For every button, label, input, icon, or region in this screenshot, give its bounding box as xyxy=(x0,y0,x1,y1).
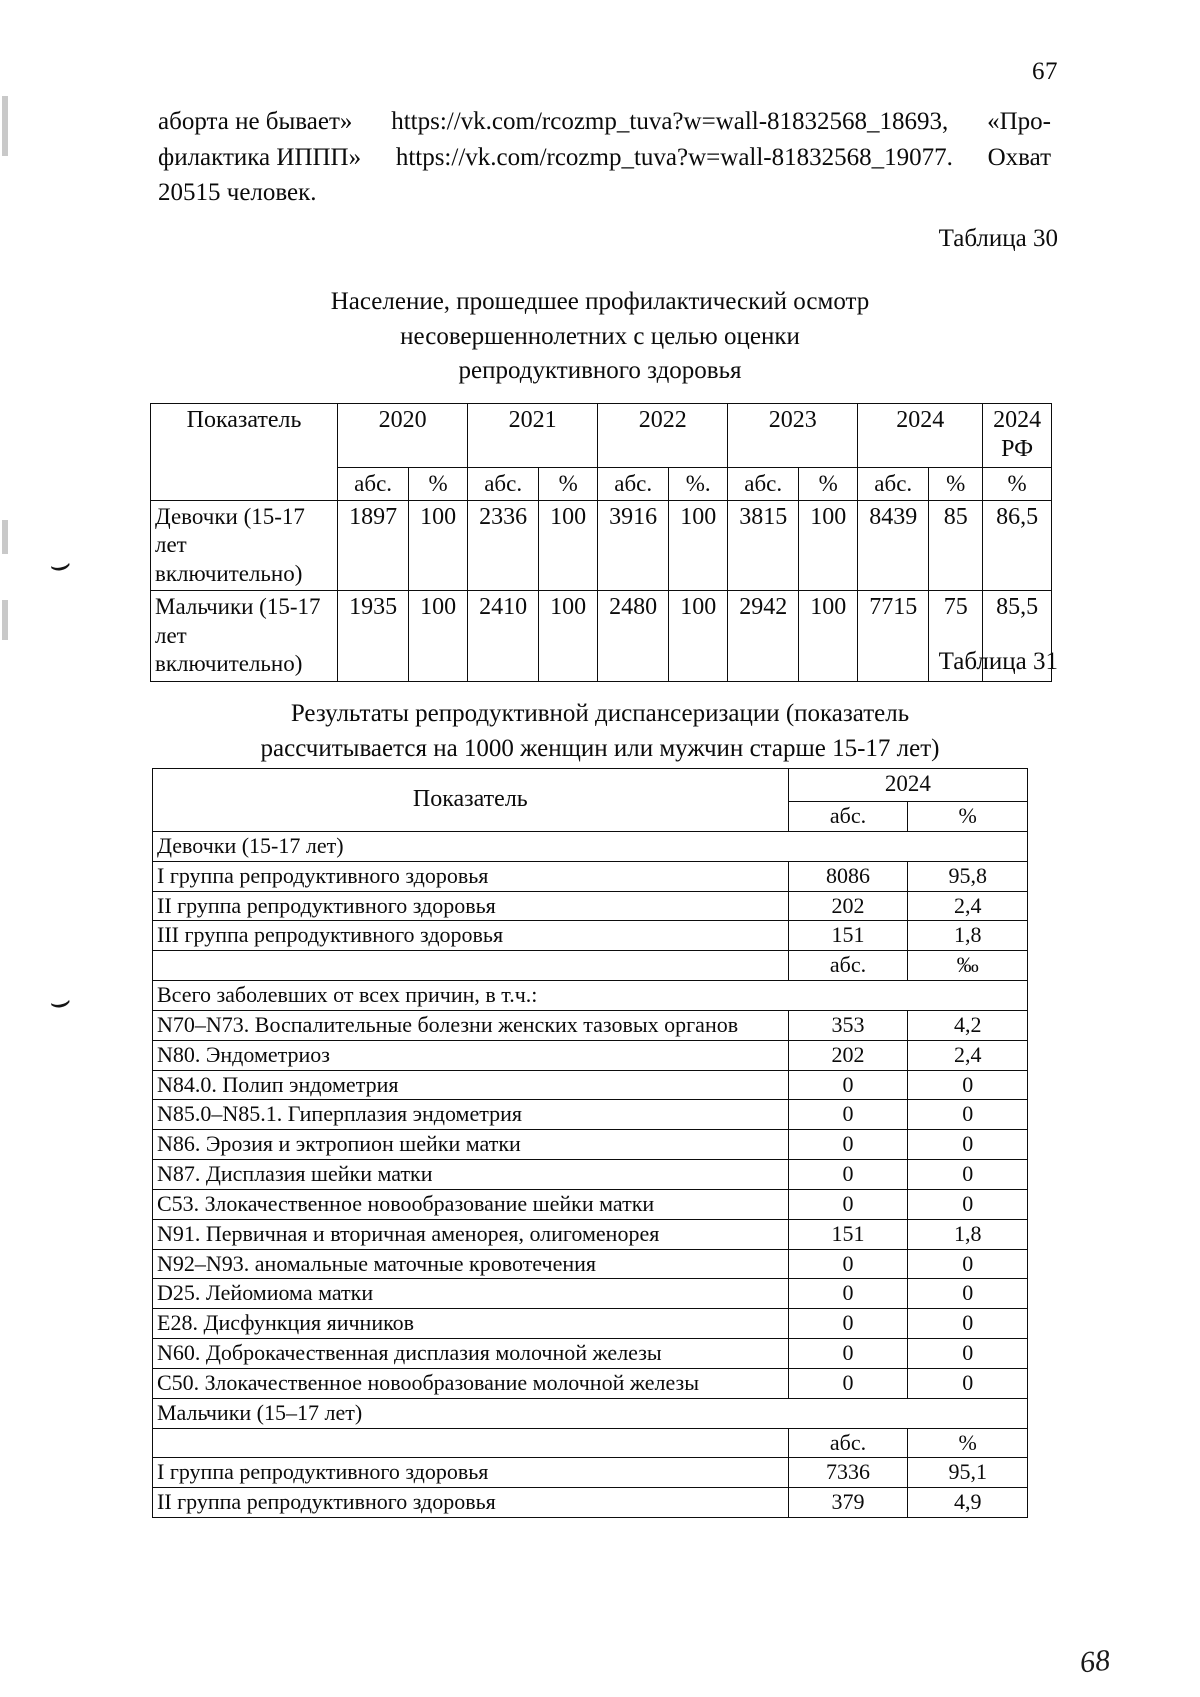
paragraph-line-1-url: https://vk.com/rcozmp_tuva?w=wall-81832568_18693, xyxy=(391,108,949,135)
table-31-row-4-name xyxy=(153,951,789,981)
table-31-row-9-pct: 0 xyxy=(908,1100,1028,1130)
table-31-row-2-pct: 2,4 xyxy=(908,891,1028,921)
table-31-row-13-name: N91. Первичная и вторичная аменорея, олигоменорея xyxy=(153,1219,789,1249)
paragraph-line-2-left: филактика ИППП» xyxy=(158,143,362,171)
table-31-row-21-pct: 95,1 xyxy=(908,1458,1028,1488)
table-31-section-row xyxy=(153,981,1028,1011)
table-row xyxy=(153,921,1028,951)
table-31-row-4-abs: абс. xyxy=(788,951,908,981)
scan-margin-mark: ⌣ xyxy=(45,981,75,1023)
table-30-subheader-8: абс. xyxy=(858,467,929,500)
table-31-unit-row xyxy=(153,1428,1028,1458)
table-30-row-1-value-3: 100 xyxy=(539,591,598,682)
table-row xyxy=(151,500,1052,591)
table-30-year-2024-rf xyxy=(983,404,1052,468)
table-row xyxy=(153,1189,1028,1219)
table-30-year-2024: 2024 xyxy=(858,404,983,468)
table-30-label: Таблица 30 xyxy=(938,225,1058,252)
paragraph-line-2-url: https://vk.com/rcozmp_tuva?w=wall-81832568_19077. xyxy=(395,143,953,171)
scan-edge-artifact xyxy=(2,96,8,156)
table-30-subheader-6: абс. xyxy=(728,467,799,500)
table-30-year-2023: 2023 xyxy=(728,404,858,468)
table-31-section-row xyxy=(153,1398,1028,1428)
table-31-row-6-name: N70–N73. Воспалительные болезни женских тазовых органов xyxy=(153,1010,789,1040)
table-30-year-2021: 2021 xyxy=(468,404,598,468)
table-31-row-13-abs: 151 xyxy=(788,1219,908,1249)
table-31-row-17-pct: 0 xyxy=(908,1339,1028,1369)
table-row xyxy=(153,1368,1028,1398)
table-row xyxy=(153,1100,1028,1130)
table-31-row-4-pct: ‰ xyxy=(908,951,1028,981)
paragraph-line-2-right: Охват xyxy=(987,143,1051,171)
table-31-title xyxy=(0,697,1200,766)
table-30-row-1-value-8: 7715 xyxy=(858,591,929,682)
table-31-row-12-name: C53. Злокачественное новообразование шейки матки xyxy=(153,1189,789,1219)
table-30-row-1-value-10: 85,5 xyxy=(983,591,1052,682)
table-31-row-22-abs: 379 xyxy=(788,1488,908,1518)
table-30-row-1-value-4: 2480 xyxy=(598,591,669,682)
table-31-row-9-abs: 0 xyxy=(788,1100,908,1130)
table-31-row-8-pct: 0 xyxy=(908,1070,1028,1100)
table-31-row-10-name: N86. Эрозия и эктропион шейки матки xyxy=(153,1130,789,1160)
table-30-row-0-value-2: 2336 xyxy=(468,500,539,591)
table-31-row-18-pct: 0 xyxy=(908,1368,1028,1398)
table-30-row-1-value-7: 100 xyxy=(799,591,858,682)
table-31-row-17-name: N60. Доброкачественная дисплазия молочной железы xyxy=(153,1339,789,1369)
table-30-title-line-1: Население, прошедшее профилактический осмотр xyxy=(330,288,870,315)
table-31-row-6-abs: 353 xyxy=(788,1010,908,1040)
table-31-row-21-name: I группа репродуктивного здоровья xyxy=(153,1458,789,1488)
table-31-header-row-year xyxy=(153,769,1028,802)
table-31-row-16-pct: 0 xyxy=(908,1309,1028,1339)
table-30-header-indicator: Показатель xyxy=(151,404,338,501)
table-row xyxy=(153,1339,1028,1369)
table-30-subheader-10: % xyxy=(983,467,1052,500)
table-30-subheader-1: % xyxy=(409,467,468,500)
table-31-row-15-abs: 0 xyxy=(788,1279,908,1309)
table-31-header-pct: % xyxy=(908,802,1028,832)
table-31-row-11-pct: 0 xyxy=(908,1160,1028,1190)
table-31-row-14-name: N92–N93. аномальные маточные кровотечения xyxy=(153,1249,789,1279)
table-30-row-0-indicator xyxy=(151,500,338,591)
table-31-row-10-pct: 0 xyxy=(908,1130,1028,1160)
table-31-title-line-1: Результаты репродуктивной диспансеризации (показатель xyxy=(290,700,910,727)
table-31-row-15-name: D25. Лейомиома матки xyxy=(153,1279,789,1309)
table-31-label: Таблица 31 xyxy=(938,648,1058,675)
table-row xyxy=(153,1249,1028,1279)
table-31-row-13-pct: 1,8 xyxy=(908,1219,1028,1249)
table-30-row-0-value-4: 3916 xyxy=(598,500,669,591)
handwritten-folio: 68 xyxy=(1078,1643,1112,1680)
table-row xyxy=(153,1070,1028,1100)
scan-edge-artifact xyxy=(2,600,8,640)
table-row xyxy=(153,1488,1028,1518)
table-30-row-0-value-1: 100 xyxy=(409,500,468,591)
table-30-row-1-value-5: 100 xyxy=(669,591,728,682)
table-31-row-20-name xyxy=(153,1428,789,1458)
table-30-row-0-value-6: 3815 xyxy=(728,500,799,591)
table-31-row-19-name: Мальчики (15–17 лет) xyxy=(153,1398,1028,1428)
paragraph-line-1 xyxy=(158,104,1051,140)
table-31-row-22-name: II группа репродуктивного здоровья xyxy=(153,1488,789,1518)
table-30-year-2022: 2022 xyxy=(598,404,728,468)
table-row xyxy=(153,1130,1028,1160)
table-31-row-20-abs: абс. xyxy=(788,1428,908,1458)
table-30-subheader-9: % xyxy=(929,467,983,500)
table-31-header-year: 2024 xyxy=(788,769,1027,802)
paragraph-line-1-left: аборта не бывает» xyxy=(158,108,353,135)
table-31-row-2-abs: 202 xyxy=(788,891,908,921)
scan-margin-mark: ⌣ xyxy=(45,544,75,586)
table-31-row-10-abs: 0 xyxy=(788,1130,908,1160)
table-31-row-7-name: N80. Эндометриоз xyxy=(153,1040,789,1070)
table-row xyxy=(153,861,1028,891)
table-31-row-8-abs: 0 xyxy=(788,1070,908,1100)
table-30-row-1-value-0: 1935 xyxy=(338,591,409,682)
table-31-row-16-abs: 0 xyxy=(788,1309,908,1339)
table-31-row-16-name: E28. Дисфункция яичников xyxy=(153,1309,789,1339)
table-31-row-1-abs: 8086 xyxy=(788,861,908,891)
table-31-row-2-name: II группа репродуктивного здоровья xyxy=(153,891,789,921)
paragraph-line-2 xyxy=(158,140,1051,176)
table-30-row-0-value-5: 100 xyxy=(669,500,728,591)
table-31-row-21-abs: 7336 xyxy=(788,1458,908,1488)
table-30-row-1-value-2: 2410 xyxy=(468,591,539,682)
table-31-row-22-pct: 4,9 xyxy=(908,1488,1028,1518)
body-paragraph xyxy=(158,104,1051,211)
table-31-unit-row xyxy=(153,951,1028,981)
table-30-subheader-0: абс. xyxy=(338,467,409,500)
table-30-row-1-indicator-line-1: Мальчики (15-17 xyxy=(155,594,321,620)
table-row xyxy=(153,1219,1028,1249)
table-30-subheader-7: % xyxy=(799,467,858,500)
table-31-row-7-abs: 202 xyxy=(788,1040,908,1070)
table-31-row-8-name: N84.0. Полип эндометрия xyxy=(153,1070,789,1100)
table-31-header-abs: абс. xyxy=(788,802,908,832)
table-31-row-0-name: Девочки (15-17 лет) xyxy=(153,832,1028,862)
table-31-row-6-pct: 4,2 xyxy=(908,1010,1028,1040)
table-30-row-0-indicator-line-2: включительно) xyxy=(155,560,303,586)
table-30-title-line-2: несовершеннолетних с целью оценки xyxy=(400,322,800,350)
table-31-row-15-pct: 0 xyxy=(908,1279,1028,1309)
table-30-row-0-indicator-line-1: Девочки (15-17 лет xyxy=(155,503,305,558)
table-30-year-2020: 2020 xyxy=(338,404,468,468)
table-31-row-14-abs: 0 xyxy=(788,1249,908,1279)
table-row xyxy=(153,1279,1028,1309)
table-31-row-18-name: C50. Злокачественное новообразование молочной железы xyxy=(153,1368,789,1398)
table-30-row-1-value-9: 75 xyxy=(929,591,983,682)
table-31-row-11-name: N87. Дисплазия шейки матки xyxy=(153,1160,789,1190)
table-30-title-line-3: репродуктивного здоровья xyxy=(458,357,742,384)
table-30-row-1-indicator-line-2: лет включительно) xyxy=(155,622,303,677)
table-30-title xyxy=(0,285,1200,389)
table-31-row-3-name: III группа репродуктивного здоровья xyxy=(153,921,789,951)
table-row xyxy=(153,891,1028,921)
table-31-row-5-name: Всего заболевших от всех причин, в т.ч.: xyxy=(153,981,1028,1011)
table-30-row-0-value-0: 1897 xyxy=(338,500,409,591)
table-row xyxy=(153,1309,1028,1339)
table-31-row-9-name: N85.0–N85.1. Гиперплазия эндометрия xyxy=(153,1100,789,1130)
table-row xyxy=(153,1160,1028,1190)
table-30-header-row-years xyxy=(151,404,1052,468)
table-30-row-0-value-10: 86,5 xyxy=(983,500,1052,591)
table-31-row-7-pct: 2,4 xyxy=(908,1040,1028,1070)
table-30-row-0-value-7: 100 xyxy=(799,500,858,591)
table-30-row-0-value-9: 85 xyxy=(929,500,983,591)
table-31-row-18-abs: 0 xyxy=(788,1368,908,1398)
table-30-row-0-value-3: 100 xyxy=(539,500,598,591)
table-31-row-17-abs: 0 xyxy=(788,1339,908,1369)
page-number: 67 xyxy=(1032,58,1058,85)
table-31-row-12-pct: 0 xyxy=(908,1189,1028,1219)
table-30-subheader-3: % xyxy=(539,467,598,500)
table-30-row-1-indicator xyxy=(151,591,338,682)
table-31-row-20-pct: % xyxy=(908,1428,1028,1458)
table-30-rf-line-2: РФ xyxy=(1001,436,1034,463)
table-31-row-11-abs: 0 xyxy=(788,1160,908,1190)
table-31-row-14-pct: 0 xyxy=(908,1249,1028,1279)
table-30 xyxy=(150,403,1052,682)
paragraph-line-1-right: «Про- xyxy=(987,108,1051,135)
table-31-row-3-abs: 151 xyxy=(788,921,908,951)
table-30-subheader-2: абс. xyxy=(468,467,539,500)
table-row xyxy=(153,1458,1028,1488)
table-31-title-line-2: рассчитывается на 1000 женщин или мужчин старше 15-17 лет) xyxy=(260,734,940,762)
table-30-row-1-value-6: 2942 xyxy=(728,591,799,682)
table-30-row-1-value-1: 100 xyxy=(409,591,468,682)
table-30-subheader-5: %. xyxy=(669,467,728,500)
table-30-row-0-value-8: 8439 xyxy=(858,500,929,591)
table-31 xyxy=(152,768,1028,1518)
table-31-row-1-name: I группа репродуктивного здоровья xyxy=(153,861,789,891)
table-30-rf-line-1: 2024 xyxy=(993,407,1042,433)
table-row xyxy=(153,1040,1028,1070)
table-31-row-3-pct: 1,8 xyxy=(908,921,1028,951)
table-31-header-indicator: Показатель xyxy=(153,769,789,832)
table-30-subheader-4: абс. xyxy=(598,467,669,500)
table-31-row-1-pct: 95,8 xyxy=(908,861,1028,891)
scan-edge-artifact xyxy=(2,520,8,554)
table-31-section-row xyxy=(153,832,1028,862)
paragraph-line-3: 20515 человек. xyxy=(158,179,317,206)
table-row xyxy=(153,1010,1028,1040)
table-31-row-12-abs: 0 xyxy=(788,1189,908,1219)
table-row xyxy=(151,591,1052,682)
